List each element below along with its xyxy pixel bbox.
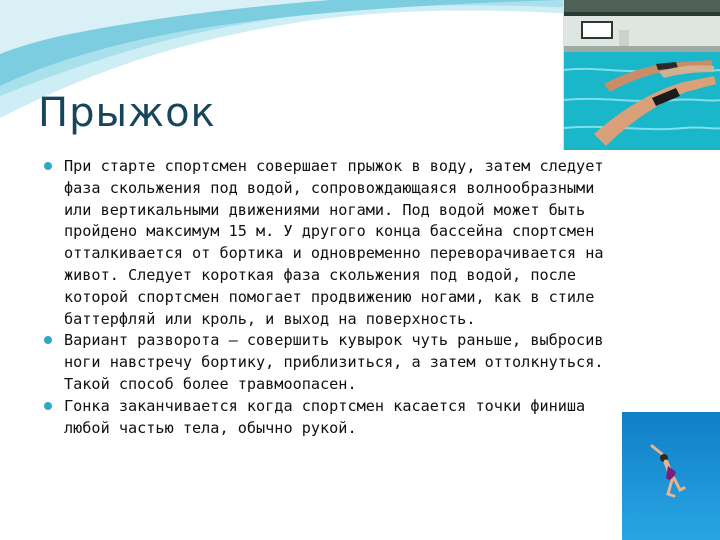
- bullet-text: При старте спортсмен совершает прыжок в воду, затем следует фаза скольжения под водой, сопровождающаяся волнообразными или вертикальными движениями ногами. Под водой может быть пройдено максимум 15 м. У другого конца бассейна спортсмен отталкивается от бортика и одновременно переворачивается на живот. Следует короткая фаза скольжения под водой, после которой спортсмен помогает продвижению ногами, как в стиле баттерфляй или кроль, и выход на поверхность.: [64, 157, 604, 328]
- swimmers-diving-photo: [563, 0, 720, 150]
- bullet-dot-icon: [44, 162, 52, 170]
- diver-in-sky-photo: [622, 412, 720, 540]
- bullet-item-start: [40, 156, 652, 330]
- bullet-text: Вариант разворота — совершить кувырок чуть раньше, выбросив ноги навстречу бортику, приблизиться, а затем оттолкнуться. Такой способ более травмоопасен.: [64, 331, 604, 393]
- bullet-dot-icon: [44, 402, 52, 410]
- bullet-dot-icon: [44, 336, 52, 344]
- bullet-list: [40, 156, 652, 439]
- bullet-text: Гонка заканчивается когда спортсмен касается точки финиша любой частью тела, обычно рукой.: [64, 396, 586, 437]
- bullet-item-turn: [40, 330, 652, 395]
- bullet-item-finish: [40, 396, 652, 440]
- slide-title: Прыжок: [38, 90, 216, 136]
